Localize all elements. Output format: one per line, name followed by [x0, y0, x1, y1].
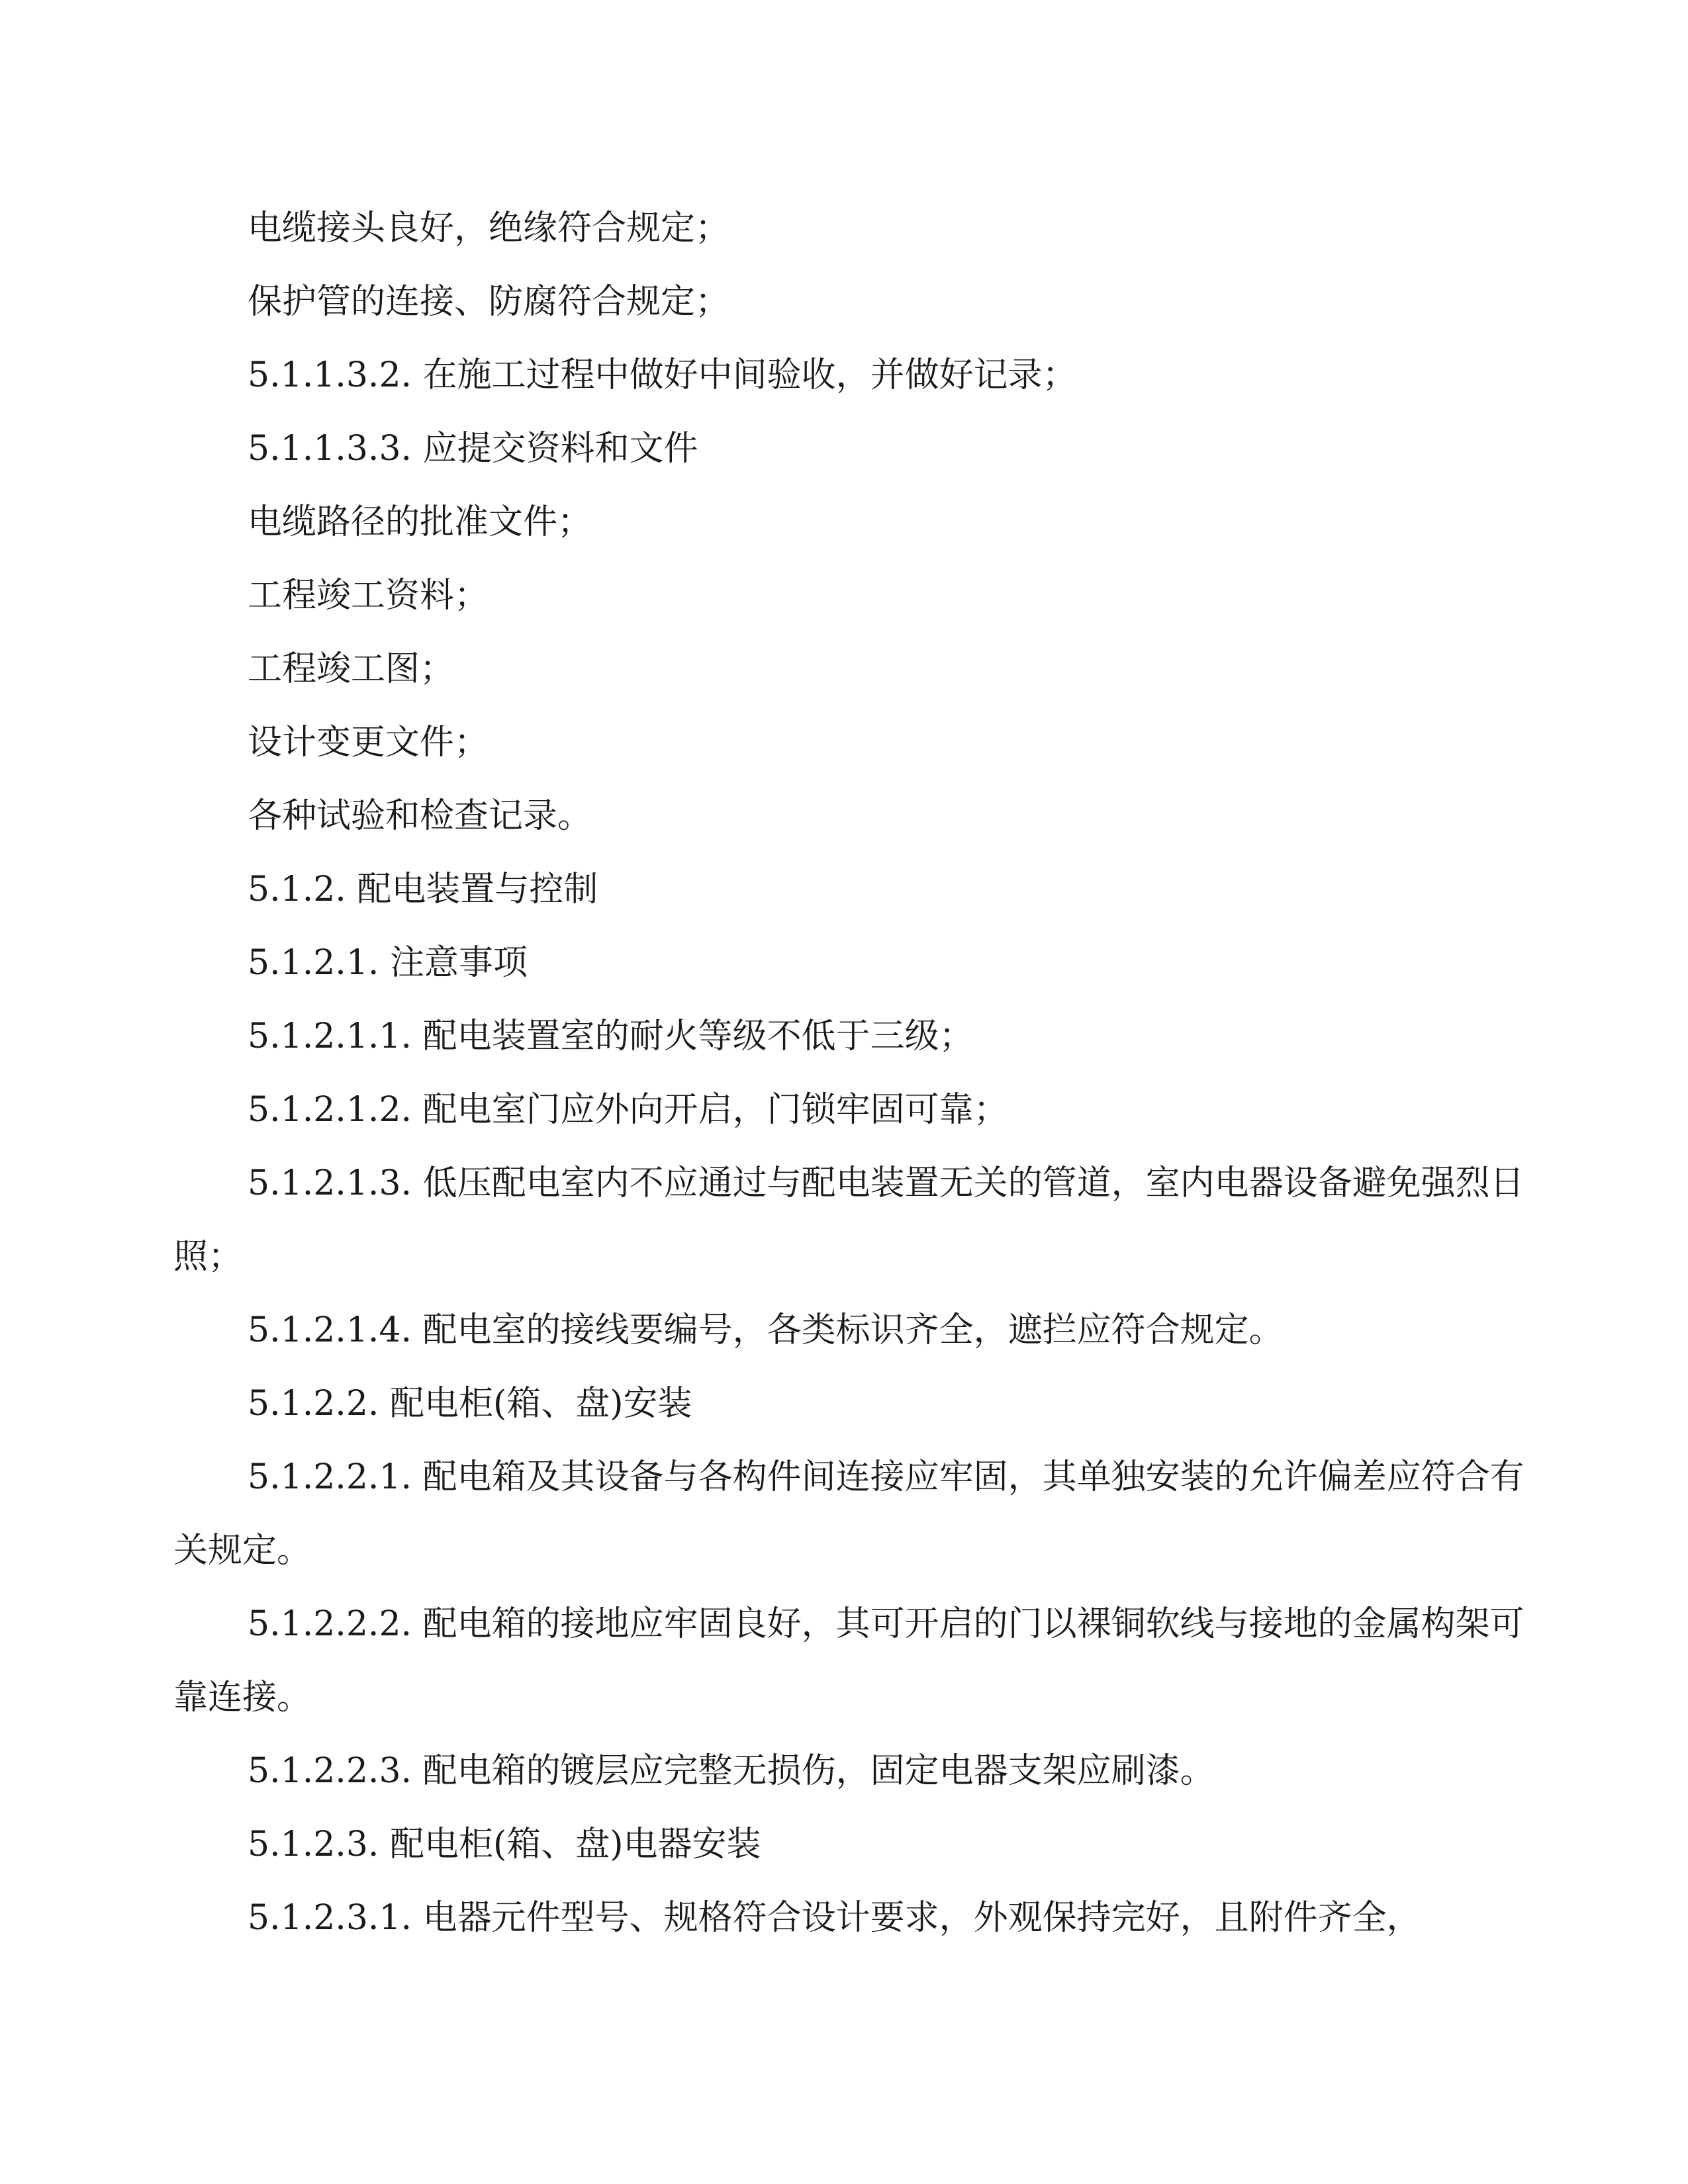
section-heading: 5.1.2.1. 注意事项 — [248, 943, 528, 983]
paragraph: 5.1.2.1.1. 配电装置室的耐火等级不低于三级； — [248, 1017, 974, 1056]
paragraph: 5.1.1.3.3. 应提交资料和文件 — [248, 429, 698, 469]
section-heading: 5.1.2.2. 配电柜(箱、盘)安装 — [248, 1384, 692, 1424]
paragraph: 工程竣工资料； — [248, 576, 489, 615]
paragraph: 5.1.2.3.1. 电器元件型号、规格符合设计要求，外观保持完好，且附件齐全， — [248, 1898, 1421, 1938]
paragraph: 5.1.2.1.2. 配电室门应外向开启，门锁牢固可靠； — [248, 1090, 1008, 1130]
paragraph: 5.1.2.1.3. 低压配电室内不应通过与配电装置无关的管道，室内电器设备避免强烈日照； — [173, 1163, 1524, 1277]
document-body — [173, 192, 1530, 1955]
section-heading: 5.1.2. 配电装置与控制 — [248, 870, 598, 909]
paragraph: 5.1.2.2.3. 配电箱的镀层应完整无损伤，固定电器支架应刷漆。 — [248, 1751, 1215, 1791]
paragraph: 保护管的连接、防腐符合规定； — [248, 282, 730, 322]
paragraph: 5.1.1.3.2. 在施工过程中做好中间验收，并做好记录； — [248, 355, 1077, 395]
paragraph: 5.1.2.2.2. 配电箱的接地应牢固良好，其可开启的门以裸铜软线与接地的金属构架可靠连接。 — [173, 1604, 1524, 1717]
paragraph: 设计变更文件； — [248, 723, 489, 762]
paragraph: 电缆接头良好，绝缘符合规定； — [248, 208, 730, 248]
paragraph: 电缆路径的批准文件； — [248, 502, 592, 542]
paragraph: 5.1.2.1.4. 配电室的接线要编号，各类标识齐全，遮拦应符合规定。 — [248, 1310, 1284, 1350]
section-heading: 5.1.2.3. 配电柜(箱、盘)电器安装 — [248, 1825, 761, 1864]
paragraph: 5.1.2.2.1. 配电箱及其设备与各构件间连接应牢固，其单独安装的允许偏差应符合有关规定。 — [173, 1457, 1524, 1570]
paragraph: 工程竣工图； — [248, 649, 455, 689]
paragraph: 各种试验和检查记录。 — [248, 796, 592, 836]
